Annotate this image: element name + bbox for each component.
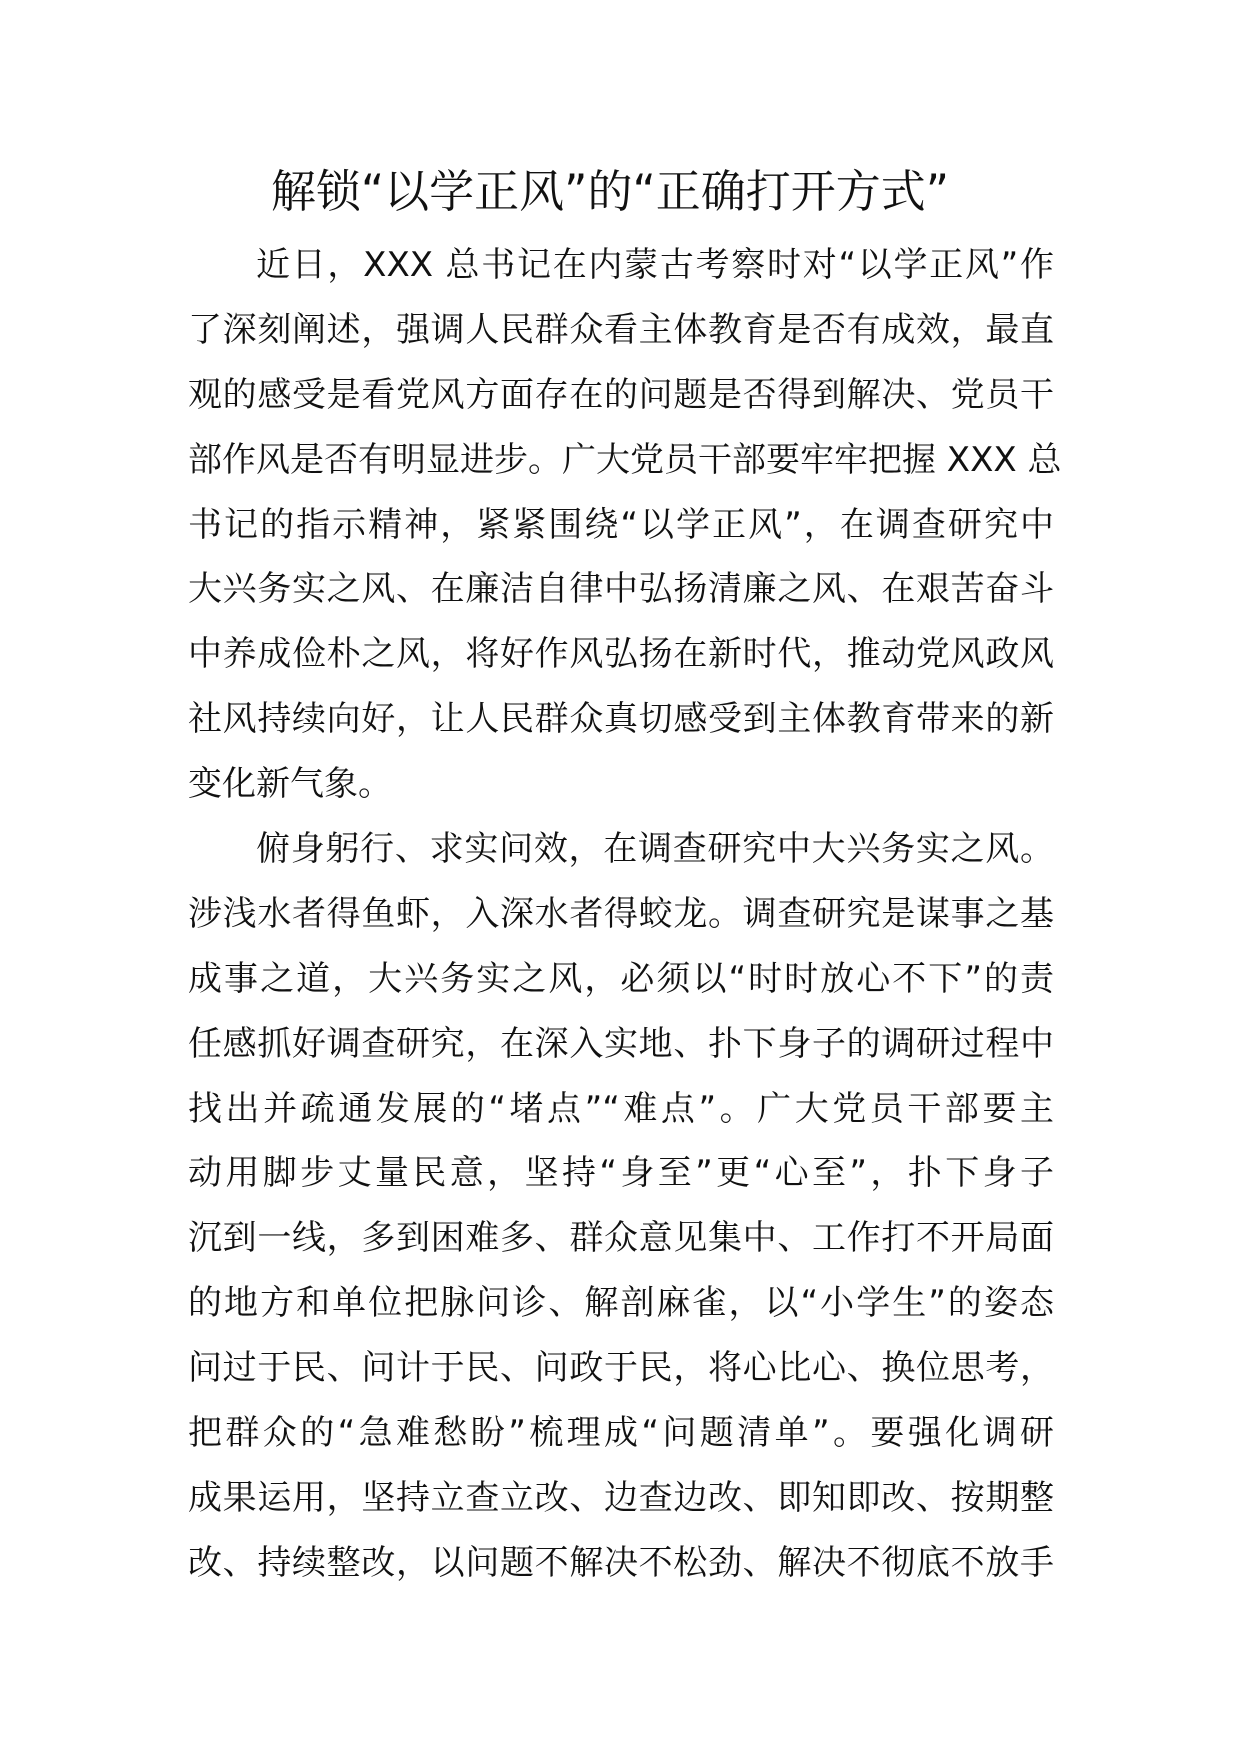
- text-line: 问过于民、问计于民、问政于民，将心比心、换位思考，: [188, 1348, 1054, 1389]
- text-line: 把群众的“急难愁盼”梳理成“问题清单”。要强化调研: [188, 1413, 1054, 1454]
- text-line: 的地方和单位把脉问诊、解剖麻雀，以“小学生”的姿态: [188, 1283, 1054, 1324]
- text-line: 俯身躬行、求实问效，在调查研究中大兴务实之风。: [256, 829, 1054, 870]
- text-line: 成果运用，坚持立查立改、边查边改、即知即改、按期整: [188, 1477, 1054, 1518]
- text-line: 书记的指示精神，紧紧围绕“以学正风”，在调查研究中: [188, 504, 1054, 545]
- text-line: 社风持续向好，让人民群众真切感受到主体教育带来的新: [188, 699, 1054, 740]
- text-line: 找出并疏通发展的“堵点”“难点”。广大党员干部要主: [188, 1088, 1054, 1129]
- text-line: 观的感受是看党风方面存在的问题是否得到解决、党员干: [188, 374, 1054, 415]
- text-line: 部作风是否有明显进步。广大党员干部要牢牢把握 XXX 总: [188, 439, 1062, 480]
- paragraph-1: [188, 233, 1062, 817]
- text-line: 变化新气象。: [188, 764, 392, 805]
- text-line: 动用脚步丈量民意，坚持“身至”更“心至”，扑下身子: [188, 1153, 1054, 1194]
- text-line: 了深刻阐述，强调人民群众看主体教育是否有成效，最直: [188, 309, 1054, 350]
- document-title: 解锁“以学正风”的“正确打开方式”: [270, 165, 950, 218]
- paragraph-2: [188, 817, 1054, 1596]
- text-line: 改、持续整改，以问题不解决不松劲、解决不彻底不放手: [188, 1542, 1054, 1583]
- text-line: 成事之道，大兴务实之风，必须以“时时放心不下”的责: [188, 958, 1054, 999]
- text-line: 任感抓好调查研究，在深入实地、扑下身子的调研过程中: [188, 1023, 1054, 1064]
- text-line: 涉浅水者得鱼虾，入深水者得蛟龙。调查研究是谋事之基: [188, 893, 1054, 934]
- text-line: 中养成俭朴之风，将好作风弘扬在新时代，推动党风政风: [188, 634, 1054, 675]
- document-body: [188, 233, 1062, 1596]
- text-line: 沉到一线，多到困难多、群众意见集中、工作打不开局面: [188, 1218, 1054, 1259]
- text-line: 大兴务实之风、在廉洁自律中弘扬清廉之风、在艰苦奋斗: [188, 569, 1054, 610]
- text-line: 近日，XXX 总书记在内蒙古考察时对“以学正风”作: [256, 245, 1054, 285]
